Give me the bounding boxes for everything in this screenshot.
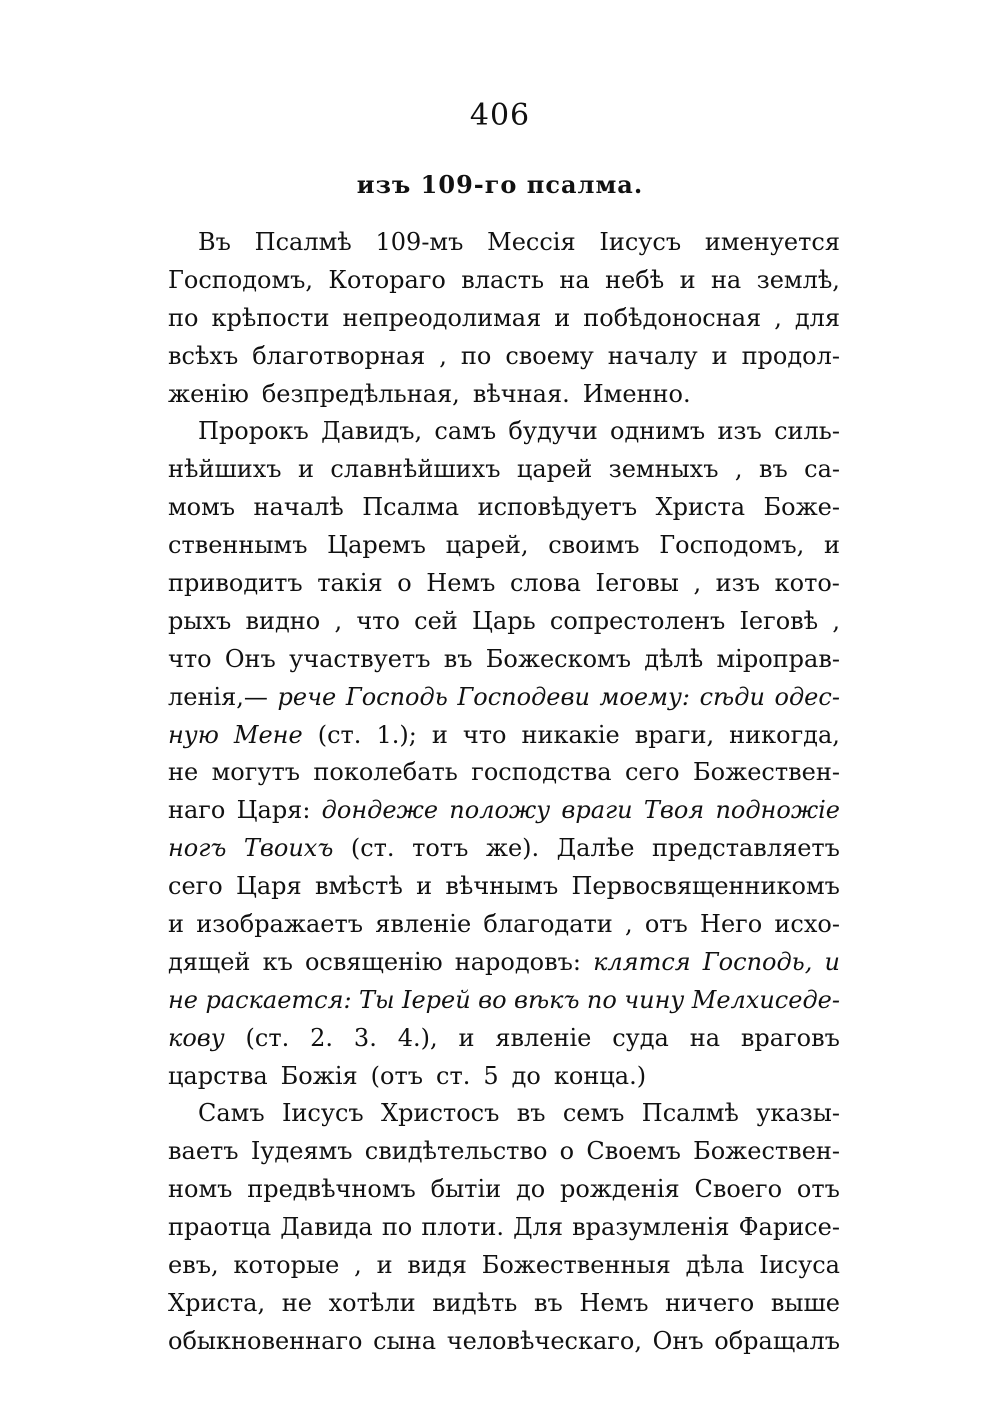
text-line <box>168 1058 840 1096</box>
word: вѣчная. <box>472 379 570 408</box>
word: сего <box>168 872 223 901</box>
word: никакіе <box>521 720 620 749</box>
word: продол- <box>741 341 840 370</box>
word: и <box>554 303 571 332</box>
text-line <box>168 868 840 906</box>
word: однимъ <box>610 417 706 446</box>
word: и <box>168 910 184 939</box>
word: подножіе <box>715 796 840 825</box>
word: что <box>462 720 507 749</box>
word: отъ <box>644 910 688 939</box>
word: непреодолимая <box>342 303 542 332</box>
word: слова <box>509 569 581 598</box>
word: Іудеямъ <box>250 1137 353 1166</box>
word: именуется <box>704 228 840 256</box>
word: власть <box>461 265 545 294</box>
word: и <box>824 947 840 976</box>
word: сына <box>373 1326 437 1355</box>
word: клятся <box>593 947 691 976</box>
word: , <box>334 606 343 635</box>
word: Давида <box>280 1213 373 1242</box>
word: для <box>794 303 840 332</box>
word: по <box>586 985 617 1014</box>
word: Господь <box>345 682 448 711</box>
word: Царя: <box>236 796 311 825</box>
word: побѣдоносная <box>583 303 762 332</box>
word: враговъ <box>740 1023 840 1052</box>
word: поколебать <box>313 758 458 787</box>
word: всѣхъ <box>168 341 239 370</box>
word: 5 <box>483 1061 499 1090</box>
word: обыкновеннаго <box>168 1326 363 1355</box>
text-line <box>168 982 840 1020</box>
word: не <box>281 1288 312 1317</box>
word: 3. <box>353 1023 377 1052</box>
word: видя <box>407 1251 467 1280</box>
word: міроправ- <box>716 644 840 673</box>
text-line <box>168 413 840 451</box>
body-text <box>168 224 840 1361</box>
word: будучи <box>508 417 598 446</box>
text-line <box>168 565 840 603</box>
word: Первосвященникомъ <box>571 872 840 901</box>
word: самъ <box>434 417 497 446</box>
word: и <box>376 1251 393 1280</box>
word: ничего <box>665 1288 755 1317</box>
word: Ты <box>359 985 395 1014</box>
text-line <box>168 527 840 565</box>
word: вѣчнымъ <box>445 872 559 901</box>
word: по <box>460 341 492 370</box>
word: сей <box>414 606 458 635</box>
word: началу <box>607 341 698 370</box>
word: Іисусъ <box>599 228 682 256</box>
text-line <box>168 1209 840 1247</box>
text-line <box>168 830 840 868</box>
word: никогда, <box>729 720 840 749</box>
word: могутъ <box>211 758 300 787</box>
word: землѣ, <box>756 265 840 294</box>
word: Твоя <box>643 796 705 825</box>
word: изъ <box>717 417 762 446</box>
word: и <box>431 720 448 749</box>
word: до <box>511 1061 541 1090</box>
word: въ <box>443 644 473 673</box>
word: рожденія <box>560 1175 680 1204</box>
word: и <box>823 531 840 560</box>
word: Псалмѣ <box>254 228 352 256</box>
word: господства <box>471 758 612 787</box>
word: вразумленія <box>572 1213 730 1242</box>
text-line <box>168 641 840 679</box>
word: конца.) <box>553 1061 647 1090</box>
word: благодати <box>483 910 613 939</box>
word: участвуетъ <box>289 644 431 673</box>
word: и <box>416 872 433 901</box>
word: безпредѣльная, <box>261 379 460 408</box>
word: 1.); <box>376 720 417 749</box>
word: Божествен- <box>693 758 840 787</box>
word: номъ <box>168 1175 233 1204</box>
word: Іисусъ <box>281 1099 364 1128</box>
text-line <box>168 262 840 300</box>
word: евъ, <box>168 1251 219 1280</box>
word: наго <box>168 796 226 825</box>
word: Христосъ <box>381 1099 500 1128</box>
word: благотворная <box>252 341 426 370</box>
word: (ст. <box>245 1023 290 1052</box>
word: выше <box>770 1288 840 1317</box>
word: нѣйшихъ <box>168 455 282 484</box>
word: что <box>356 606 400 635</box>
word: , <box>774 303 782 332</box>
word: Него <box>700 910 763 939</box>
word: своимъ <box>548 531 640 560</box>
word: и <box>711 341 728 370</box>
word: Христа, <box>168 1288 266 1317</box>
word: чину <box>624 985 685 1014</box>
word: указы- <box>756 1099 840 1128</box>
word: о <box>559 1137 575 1166</box>
word: Господомъ, <box>168 265 314 294</box>
word: Господь, <box>702 947 813 976</box>
word: Давидъ, <box>321 417 423 446</box>
word: 109-мъ <box>375 228 464 256</box>
word: по <box>168 303 199 332</box>
word: обращалъ <box>714 1326 840 1355</box>
word: Божескомъ <box>485 644 631 673</box>
word: не <box>168 758 199 787</box>
word: моему: <box>599 682 690 711</box>
text-line <box>168 338 840 376</box>
word: хотѣли <box>328 1288 416 1317</box>
word: , <box>354 1251 362 1280</box>
word: сопрестоленъ <box>549 606 726 635</box>
word: враги <box>561 796 633 825</box>
word: Іеговы <box>595 569 679 598</box>
word: враги, <box>634 720 715 749</box>
word: Своемъ <box>586 1137 681 1166</box>
text-line <box>168 1171 840 1209</box>
word: которые <box>233 1251 340 1280</box>
text-line <box>168 489 840 527</box>
word: царей, <box>445 531 529 560</box>
word: на <box>710 265 742 294</box>
word: Немъ <box>426 569 496 598</box>
word: вмѣстѣ <box>314 872 403 901</box>
word: Божественныя <box>481 1251 671 1280</box>
word: Боже- <box>763 493 840 522</box>
word: Мелхиседе- <box>691 985 840 1014</box>
text-line <box>168 1020 840 1058</box>
word: Іеговѣ <box>739 606 819 635</box>
word: (отъ <box>370 1061 423 1090</box>
text-line <box>168 944 840 982</box>
text-line <box>168 224 840 262</box>
word: праотца <box>168 1213 272 1242</box>
word: дѣлѣ <box>644 644 704 673</box>
word: Мене <box>233 720 303 749</box>
word: 4.), <box>397 1023 438 1052</box>
word: ваетъ <box>168 1137 239 1166</box>
word: Фарисе- <box>738 1213 840 1242</box>
word: царей <box>516 455 593 484</box>
word: и <box>458 1023 475 1052</box>
word: Далѣе <box>556 834 635 863</box>
word: сѣди <box>699 682 765 711</box>
word: Іисуса <box>759 1251 840 1280</box>
word: одес- <box>774 682 840 711</box>
text-line <box>168 300 840 338</box>
word: освященію <box>304 947 443 976</box>
text-line <box>168 792 840 830</box>
word: кото- <box>774 569 840 598</box>
word: Господеви <box>457 682 590 711</box>
word: рече <box>277 682 337 711</box>
word: Именно. <box>582 379 691 408</box>
word: къ <box>262 947 293 976</box>
word: суда <box>612 1023 669 1052</box>
text-line <box>168 603 840 641</box>
word: видно <box>245 606 321 635</box>
word: что <box>168 644 212 673</box>
word: явленіе <box>495 1023 592 1052</box>
word: рыхъ <box>168 606 232 635</box>
word: Немъ <box>579 1288 649 1317</box>
word: Твоихъ <box>243 834 334 863</box>
word: вѣкъ <box>513 985 580 1014</box>
word: Іерей <box>401 985 471 1014</box>
word: Мессія <box>487 228 576 256</box>
word: свидѣтельство <box>364 1137 548 1166</box>
word: представляетъ <box>651 834 840 863</box>
word: человѣческаго, <box>446 1326 642 1355</box>
word: раскается: <box>205 985 352 1014</box>
word: Псалма <box>362 493 460 522</box>
word: , <box>734 455 743 484</box>
word: видѣть <box>432 1288 518 1317</box>
word: царства <box>168 1061 268 1090</box>
word: и <box>679 265 696 294</box>
text-line <box>168 906 840 944</box>
word: небѣ <box>605 265 665 294</box>
word: исхо- <box>774 910 840 939</box>
word: плоти. <box>421 1213 504 1242</box>
word: во <box>478 985 507 1014</box>
word: Царя <box>235 872 302 901</box>
word: ногъ <box>168 834 227 863</box>
word: , <box>693 569 702 598</box>
word: Онъ <box>652 1326 704 1355</box>
text-line <box>168 1285 840 1323</box>
section-heading: изъ 109-го псалма. <box>356 170 644 199</box>
word: Божія <box>280 1061 358 1090</box>
text-line <box>168 1323 840 1361</box>
word: и <box>297 455 314 484</box>
word: Царемъ <box>327 531 426 560</box>
word: изображаетъ <box>196 910 363 939</box>
word: же). <box>485 834 540 863</box>
word: Псалмѣ <box>641 1099 739 1128</box>
word: тотъ <box>412 834 469 863</box>
word: семъ <box>562 1099 625 1128</box>
word: предвѣчномъ <box>247 1175 416 1204</box>
word: дондеже <box>321 796 439 825</box>
word: началѣ <box>253 493 344 522</box>
text-line <box>168 679 840 717</box>
word: славнѣйшихъ <box>330 455 501 484</box>
word: о <box>397 569 412 598</box>
word: 2. <box>310 1023 334 1052</box>
word: на <box>689 1023 721 1052</box>
word: Своего <box>694 1175 783 1204</box>
word: положу <box>449 796 551 825</box>
word: не <box>168 985 199 1014</box>
word: такія <box>317 569 383 598</box>
word: на <box>559 265 590 294</box>
word: са- <box>804 455 840 484</box>
word: исповѣдуетъ <box>477 493 638 522</box>
word: Котораго <box>328 265 446 294</box>
word: ст. <box>436 1061 471 1090</box>
word: по <box>381 1213 413 1242</box>
text-line <box>168 754 840 792</box>
word: явленіе <box>375 910 472 939</box>
word: крѣпости <box>211 303 330 332</box>
word: Онъ <box>224 644 276 673</box>
word: (ст. <box>317 720 362 749</box>
word: земныхъ <box>608 455 719 484</box>
word: момъ <box>168 493 236 522</box>
word: Пророкъ <box>198 417 309 446</box>
word: ленія,— <box>168 682 268 711</box>
word: женію <box>168 379 249 408</box>
word: приводитъ <box>168 569 303 598</box>
word: изъ <box>715 569 761 598</box>
word: , <box>439 341 447 370</box>
word: отъ <box>796 1175 840 1204</box>
word: Господомъ, <box>659 531 805 560</box>
word: Царь <box>471 606 536 635</box>
word: дѣла <box>685 1251 745 1280</box>
word: силь- <box>774 417 840 446</box>
word: , <box>624 910 633 939</box>
text-line <box>168 1095 840 1133</box>
word: въ <box>533 1288 563 1317</box>
text-line <box>168 451 840 489</box>
word: народовъ: <box>454 947 581 976</box>
word: въ <box>516 1099 546 1128</box>
word: (ст. <box>350 834 395 863</box>
word: сего <box>624 758 680 787</box>
text-line <box>168 1247 840 1285</box>
word: Божествен- <box>693 1137 840 1166</box>
word: Самъ <box>198 1099 265 1128</box>
word: ную <box>168 720 219 749</box>
word: въ <box>758 455 788 484</box>
word: бытіи <box>430 1175 502 1204</box>
word: Христа <box>655 493 746 522</box>
word: Въ <box>198 228 231 256</box>
text-line <box>168 376 840 414</box>
word: дящей <box>168 947 251 976</box>
word: кову <box>168 1023 225 1052</box>
text-line <box>168 1133 840 1171</box>
word: своему <box>505 341 594 370</box>
text-line <box>168 717 840 755</box>
word: , <box>832 606 840 635</box>
word: Для <box>513 1213 564 1242</box>
page-number: 406 <box>469 98 531 133</box>
word: ственнымъ <box>168 531 308 560</box>
word: до <box>515 1175 546 1204</box>
